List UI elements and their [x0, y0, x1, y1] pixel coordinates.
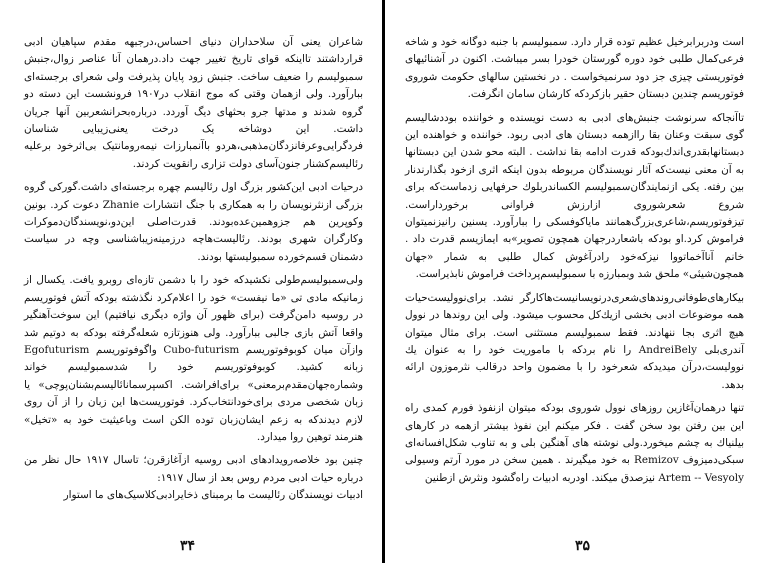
paragraph: تنها درهمان‌آغازین روزهای نوول شوروی بودکه میتوان ازنفوذ فورم کمدی راه این بین رفتن بود سخن گفت . فکر میکنم این نفوذ بیشتر ازهمه در کارهای بیلنیاك به چشم میخورد.ولی نوشته های آهنگین بلی و به تناوب شکل‌افسانه‌ای سبکی‌دمیزوف Remizov به خود میگیرند . همین سخن در مورد آرتم وسیولی Artem -- Vesyoly نیزصدق میکند. اودربه ادبیات راه‌گشود ونثرش ازطنین	[405, 402, 744, 484]
right-page	[385, 0, 768, 563]
paragraph: تاآنجاکه سرنوشت جنبش‌های ادبی به دست نویسنده و خواننده بوددشالیسم گوی سبقت وعنان بقا راازهمه دبستان های ادبی ربود. خواننده و خواهنده این دبستانهابقدری‌اندك‌بودکه قدرت ادامه بقا نداشت . البته محو شدن این دبستانها به آن معنی نیست‌که آثار نویسندگان مربوطه بدون اینکه اثری ازخود بگذارندنار بین رفته. یکی ازنمایندگان‌سمبولیسم الکساندربلوك حرفهایی زدماست‌که برای شروع شعرشوروی ازارزش فراوانی برخورداراست. تیزفوتوریسم،شاعری‌بزرگ‌همانند مایاکوفسکی را ببارآورد. یسنین رانیزنمیتوان فراموش کرد.او بودکه باشعاردرجهان همچون تصویر»به ایمازیسم قدرت داد . خانم آناآخماتووا نیزکه‌خود رادرآغوش کمال طلبی به شمار «جهان همچون‌شیئی» ملحق شد وبمبارزه با سمبولیسم‌پرداخت فراموش نابذیراست.	[405, 111, 744, 281]
paragraph: شاعران یعنی آن سلاحداران دنیای احساس،درجبهه مقدم سپاهیان ادبی قرارداشتند تااینکه قوای تاریخ تغییر جهت داد.درهمان آنا عناصر زوال،جنبش سمبولیسم را ضعیف ساخت. جنبش زود پایان پذیرفت ولی شعرای برجسته‌ای ببارآورد. ولی ازهمان وقتی که موج انقلاب در۱۹۰۷ فرونشست این دسته دو گروه شدند و مدتها جرو بحثهای دیگ آوردد. درباره‌بحرانشعربین آنها جریان داشت. این دوشاخه یک درخت یعنی‌زیبایی شناسان فردگرایی‌وعرفانزدگان‌مذهبی،هردو باآنمبارزات نیمه‌رومانتیک بی‌اثرخود برعلیه رئالیسم‌کشنار جنون‌آسای دولت تزاری رانقویت کردند.	[24, 36, 363, 170]
paragraph: ولی‌سمبولیسم‌طولی نکشیدکه خود را با دشمن تازه‌ای روبرو یافت. یکسال از زمانیکه مادی تی «ما نیفست» خود را اعلام‌کرد نگذشته بودکه آتش فوتوریسم در روسیه دامن‌گرفت (برای ظهور آن واژه دیگری نیافتیم) این سوخت‌آهنگیر واقعا آتش بازی جالبی ببارآورد. ولی هنوزتازه شعله‌گرفته بودکه به دوتیم شد وازآن میان کوبوفوتوریسم Cubo-futurism واگوفوتوریسم Egofuturism زبانه‌ کشید. کوبوفوتوریسم خود را شدسمبولیسم خواند وشماره‌جهان‌مقدم‌برمعنی» برای‌افراشت. اکسپرسمانائالیسم‌بشنان‌پوچی» یا زبان شخصی مردی برای‌خودانتخاب‌کرد. فوتوریست‌ها این زبان را از آن روی لازم دیدندکه به زعم ایشان‌زبان توده الکن است وباعیثیت خود به «تخیل» هنرمند توهین روا میدارد.	[24, 274, 364, 443]
page-number: ۳۴	[180, 538, 196, 554]
paragraph: است ودربرابرخیل عظیم توده قرار دارد. سمبولیسم با جنبه دوگانه خود و شاخه فرعی‌کمال طلبی خود دوره گورستان خودرا بسر میباشت. اکنون در آشنائیهای فوتوریستی چیزی جز دود سرنمیخواست . در نخستین سالهای حکومت شوروی فوتوریسم چندین دبستان حقیر بازکردکه کارشان سامان انگرفت.	[405, 36, 744, 101]
page-number: ۳۵	[575, 538, 591, 554]
left-page	[0, 0, 383, 563]
paragraph: ادبیات نویسندگان رئالیست ما برمبنای ذخایرادبی‌کلاسیک‌های ما استوار	[63, 489, 363, 502]
paragraph: چنین بود خلاصه‌رویدادهای ادبی روسیه ازآغازقرن؛ تاسال ۱۹۱۷ حال نظر من درباره حیات ادبی مردم روس بعد از سال ۱۹۱۷:	[24, 454, 364, 484]
paragraph: بیکارهای‌طوفانی‌روندهای‌شعری‌درنویسانیست‌ها‌کارگر نشد. برای‌نوولیست‌حیات همه موضوعات ادبی بخشی ازیك‌کل محسوب میشود. ولی این روندها در نوول هیچ اثری بجا ننهادند. فقط سمبولیسم مستثنی است. برای مثال میتوان آندری‌بلی AndreiBely را نام برد‌که با ماموریت خود را به عنوان یك نوولیست،درآن میدیدکه شعرخود را با مضمون واحد درقالب نثرموزون ارائه بدهد.	[405, 291, 744, 391]
paragraph: درحیات ادبی این‌کشور بزرگ اول رئالیسم چهره برجسته‌ای داشت.گورکی گروه بزرگی ازنثرنویسان را به همکاری با جنگ انتشارات Zhanie دعوت کرد. بونین وکوپرین هم جزوهمین‌عده‌بودند. قدرت‌اصلی این‌دو،نویسندگان‌دموکرات وکارگران شهری بودند. رئالیست‌هاچه درزمینه‌زیباشناسی وچه در سیاست دشمنان قسم‌خورده سمبولیستها بودند.	[24, 181, 363, 263]
